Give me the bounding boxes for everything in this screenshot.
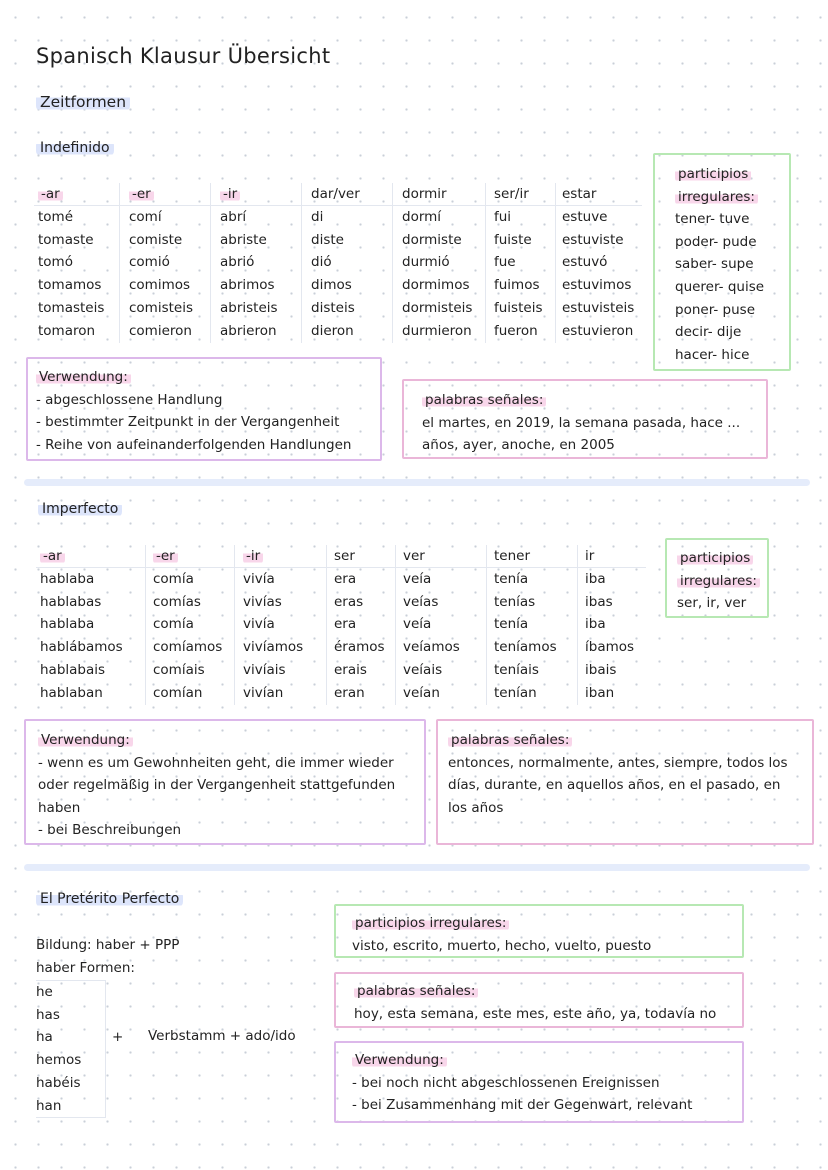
perfecto-bildung: Bildung: haber + PPP haber Formen: [36,937,180,976]
page-title: Spanisch Klausur Übersicht [36,44,331,68]
imperfecto-column-ver: ver veía veías veía veíamos veíais veían [403,545,487,705]
imperfecto-column-er: -er comía comías comía comíamos comíais comían [153,545,235,705]
indefinido-heading: Indefinido [36,140,114,156]
indefinido-column-ar: -ar tomé tomaste tomó tomamos tomasteis tomaron [38,183,120,343]
indefinido-column-er: -er comí comiste comió comimos comisteis comieron [129,183,211,343]
imperfecto-heading: Imperfecto [38,501,122,517]
imperfecto-column-ser: ser era eras era éramos erais eran [334,545,396,705]
imperfecto-verwendung-box: Verwendung: - wenn es um Gewohnheiten geht, die immer wieder oder regelmäßig in der Vergangenheit stattgefunden haben - bei Beschreibungen [24,719,426,845]
indefinido-participios-box: participios irregulares: tener- tuve poder- pude saber- supe querer- quise poner- puse decir- dije hacer- hice [653,153,791,371]
imperfecto-column-ir-verb: ir iba ibas iba íbamos ibais iban [585,548,635,701]
perfecto-heading: El Pretérito Perfecto [36,891,183,907]
indefinido-column-ser-ir: ser/ir fui fuiste fue fuimos fuisteis fueron [494,183,556,343]
haber-forms-list: he has ha hemos habéis han [36,980,106,1118]
imperfecto-column-ir: -ir vivía vivías vivía vivíamos vivíais vivían [243,545,327,705]
section-divider [24,479,810,486]
imperfecto-palabras-box: palabras señales: entonces, normalmente, antes, siempre, todos los días, durante, en aquellos años, en el pasado, en los años [436,719,814,845]
verbstamm-rule: Verbstamm + ado/ido [148,1028,296,1044]
indefinido-column-ir: -ir abrí abriste abrió abrimos abristeis abrieron [220,183,302,343]
perfecto-palabras-box: palabras señales: hoy, esta semana, este mes, este año, ya, todavía no [334,972,744,1028]
perfecto-participios-box: participios irregulares: visto, escrito, muerto, hecho, vuelto, puesto [334,904,744,958]
indefinido-palabras-box: palabras señales: el martes, en 2019, la semana pasada, hace ... años, ayer, anoche, en 2005 [402,379,768,459]
imperfecto-column-tener: tener tenía tenías tenía teníamos teníais tenían [494,545,578,705]
imperfecto-column-ar: -ar hablaba hablabas hablaba hablábamos hablabais hablaban [40,545,146,705]
indefinido-verwendung-box: Verwendung: - abgeschlossene Handlung - bestimmter Zeitpunkt in der Vergangenheit - Reihe von aufeinanderfolgenden Handlungen [26,357,382,461]
plus-sign: + [112,1029,124,1045]
imperfecto-participios-box: participios irregulares: ser, ir, ver [665,538,769,618]
indefinido-column-estar: estar estuve estuviste estuvó estuvimos estuvisteis estuvieron [562,186,635,339]
perfecto-verwendung-box: Verwendung: - bei noch nicht abgeschlossenen Ereignissen - bei Zusammenhang mit der Gegenwart, relevant [334,1041,744,1123]
section-divider [24,864,810,871]
indefinido-column-dar-ver: dar/ver di diste dió dimos disteis dieron [311,183,393,343]
indefinido-column-dormir: dormir dormí dormiste durmió dormimos dormisteis durmieron [402,183,486,343]
zeitformen-heading: Zeitformen [36,93,130,111]
